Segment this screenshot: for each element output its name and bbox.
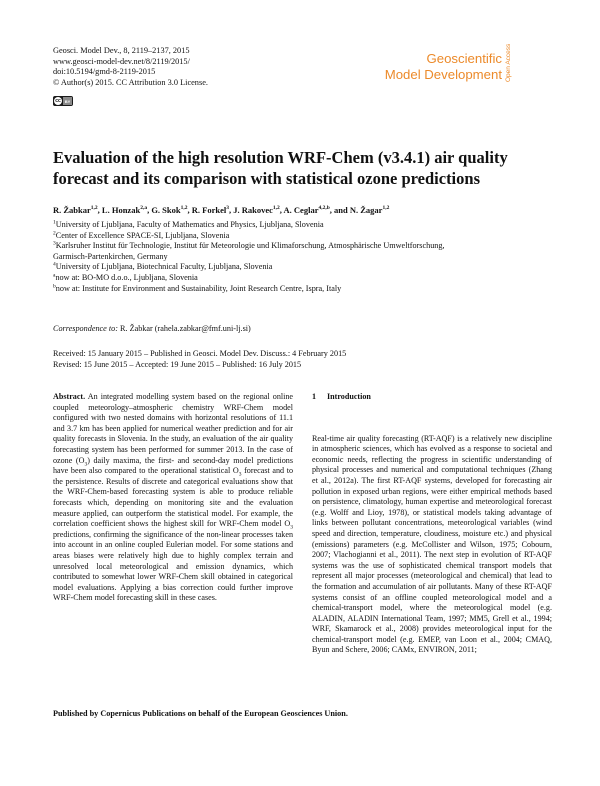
affiliations <box>53 220 553 294</box>
cc-circle: cc <box>55 98 61 104</box>
introduction <box>312 392 552 656</box>
open-access-text: Open Access <box>505 43 512 82</box>
introduction-text: Real-time air quality forecasting (RT-AQF) is a relatively new discipline in atmospheric sciences, which has evolved as a response to societal and economic needs, reflecting the progress in scientific understanding of physical processes and numerical and computational techniques (Zhang et al., 2012a). The first RT-AQF systems, developed for forecasting air pollution in exposed urban regions, were either empirical methods based on persistence, climatology, human expertise and meteorological forecast (e.g. Wolff and Lioy, 1978), or statistical models taking advantage of links between pollutant concentrations, meteorological variables (wind speed and direction, temperature, cloudiness, moisture etc.) and physical (emissions) parameters (e.g. McCollister and Wilson, 1975; Cobourn, 2007; Vlachogianni et al., 2011). The next step in evolution of RT-AQF systems was the use of sophisticated chemical transport models that represent all major processes (meteorological and chemical) that lead to the formation and accumulation of air pollutants. Many of these RT-AQF systems consist of an offline coupled meteorological model and a chemical-transport model, where the meteorological model (e.g. ALADIN, ALADIN International Team, 1997; MM5, Grell et al., 1994; WRF, Skamarock et al., 2008) provides meteorological input for the chemical-transport model (e.g. EMEP, van Loon et al., 2004; CMAQ, Byun and Schere, 2006; CAMx, ENVIRON, 2011; <box>312 433 552 655</box>
section-title: Introduction <box>327 392 371 401</box>
doi[interactable]: doi:10.5194/gmd-8-2119-2015 <box>53 67 156 77</box>
section-number: 1 <box>312 392 317 401</box>
author: R. Forkel$^3$ <box>191 205 229 215</box>
citation-header <box>53 46 208 88</box>
publication-dates <box>53 348 346 370</box>
publisher-footer: Published by Copernicus Publications on behalf of the European Geosciences Union. <box>53 709 348 718</box>
by-label: BY <box>64 98 71 104</box>
dates-line2: Revised: 15 June 2015 – Accepted: 19 June 2015 – Published: 16 July 2015 <box>53 360 302 369</box>
author: N. Žagar$^{1,2}$ <box>349 205 390 215</box>
affiliation: $^3$Karlsruher Institut für Technologie, Institut für Meteorologie und Klimaforschung, Atmosphärische Umweltforschung, <box>53 240 445 251</box>
affiliation: $^2$Center of Excellence SPACE-SI, Ljubljana, Slovenia <box>53 229 230 240</box>
author-list: R. Žabkar$^{1,2}$, L. Honzak$^{2,a}$, G. Skok$^{1,2}$, R. Forkel$^3$, J. Rakovec$^{1,2}$, A. Ceglar$^{4,2,b}$, and N. Žagar$^{1,2}$ <box>53 205 390 215</box>
abstract: Abstract. An integrated modelling system based on the regional online coupled meteorology–atmospheric chemistry WRF-Chem model configured with two nested domains with horizontal resolutions of 11.1 and 3.7 km has been applied for numerical weather prediction and for air quality forecasts in Slovenia. In the study, an evaluation of the air quality forecasting system has been performed for summer 2013. In the case of ozone $(O_3)$ daily maxima, the first- and second-day model predictions have been also compared to the operational statistical $O_3$ forecast and to the persistence. Results of discrete and categorical evaluations show that the WRF-Chem-based forecasting system is able to produce reliable forecasts which, depending on monitoring site and the evaluation measure applied, can outperform the statistical model. For example, the correlation coefficient shows the highest skill for WRF-Chem model $O_3$ predictions, confirming the significance of the non-linear processes taken into account in an online coupled Eulerian model. For some stations and areas biases were relatively high due to highly complex terrain and unresolved local meteorological and emission dynamics, which contributed to somewhat lower WRF-Chem skill obtained in categorical model evaluations. Applying a bias correction could further improve WRF-Chem model forecasting skill in these cases. <box>53 392 294 603</box>
journal-name-line1: Geoscientific <box>426 51 502 66</box>
correspondence-label: Correspondence to: <box>53 324 118 333</box>
abstract-label: Abstract. <box>53 392 86 401</box>
paper-title: Evaluation of the high resolution WRF-Chem (v3.4.1) air quality forecast and its comparison with statistical ozone predictions <box>53 148 508 188</box>
author: L. Honzak$^{2,a}$ <box>101 205 148 215</box>
copyright: © Author(s) 2015. CC Attribution 3.0 License. <box>53 77 208 87</box>
cc-license-icon[interactable] <box>53 96 73 106</box>
affiliation: $^1$University of Ljubljana, Faculty of Mathematics and Physics, Ljubljana, Slovenia <box>53 219 324 229</box>
affiliation: $^4$University of Ljubljana, Biotechnical Faculty, Ljubljana, Slovenia <box>53 261 273 272</box>
correspondence-text[interactable]: R. Žabkar (rahela.zabkar@fmf.uni-lj.si) <box>120 324 251 333</box>
open-access-label <box>503 43 517 82</box>
dates-line1: Received: 15 January 2015 – Published in Geosci. Model Dev. Discuss.: 4 February 2015 <box>53 349 347 358</box>
affiliation: $^b$now at: Institute for Environment and Sustainability, Joint Research Centre, Ispra, Italy <box>53 282 342 293</box>
article-url[interactable]: www.geosci-model-dev.net/8/2119/2015/ <box>53 56 190 66</box>
journal-name-line2: Model Development <box>384 67 502 82</box>
author: R. Žabkar$^{1,2}$ <box>53 205 98 215</box>
affiliation: Garmisch-Partenkirchen, Germany <box>53 251 168 261</box>
affiliation: $^a$now at: BO-MO d.o.o., Ljubljana, Slovenia <box>53 272 198 282</box>
journal-logo <box>362 51 502 83</box>
correspondence <box>53 323 251 334</box>
author: A. Ceglar$^{4,2,b}$ <box>283 205 330 215</box>
author: G. Skok$^{1,2}$ <box>151 205 188 215</box>
author: J. Rakovec$^{1,2}$ <box>233 205 280 215</box>
citation: Geosci. Model Dev., 8, 2119–2137, 2015 <box>53 46 190 55</box>
section-heading <box>312 392 552 403</box>
